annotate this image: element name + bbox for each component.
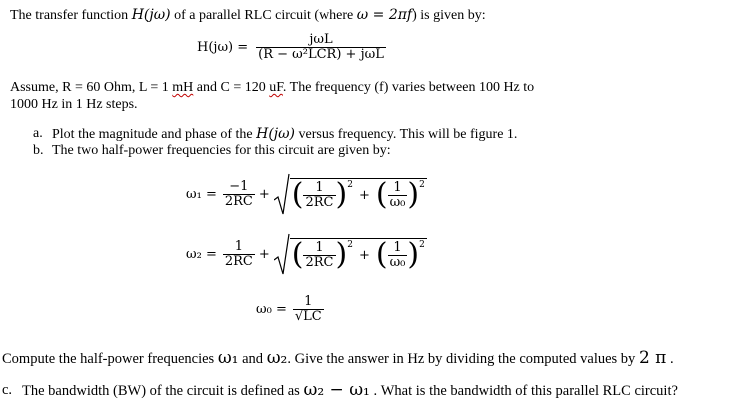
assume-line-1 (10, 80, 534, 96)
w1-inner-fraction (303, 181, 335, 210)
sqrt-symbol-icon (274, 232, 290, 276)
assume-text-1: Assume, R = 60 Ohm, L = 1 (10, 80, 173, 95)
compute-and: and (238, 351, 267, 367)
w2-num: 1 (234, 238, 243, 254)
w2-plus-2: + (358, 247, 370, 263)
w2-w0-fraction (388, 241, 408, 270)
w1-plus: + (258, 186, 270, 202)
w2-exp-2: 2 (419, 240, 425, 250)
eq-h-denominator: (R − ω²LCR) + jωL (258, 47, 384, 62)
w1-den: 2RC (224, 193, 253, 209)
omega2-symbol: ω₂ (266, 348, 288, 368)
assume-text-3: . The frequency (f) varies between 100 Hz to (282, 80, 535, 95)
w2-inner-fraction (303, 241, 335, 270)
uf-unit: uF (269, 80, 283, 95)
w1-sqrt (274, 172, 427, 216)
item-a-label: a. (33, 126, 43, 141)
transfer-function-equation (197, 33, 386, 62)
omega1-symbol: ω₁ (217, 348, 239, 368)
item-b-text: The two half-power frequencies for this circuit are given by: (52, 143, 391, 158)
item-c-text-1: The bandwidth (BW) of the circuit is defined as (22, 383, 304, 399)
item-a-text-1: Plot the magnitude and phase of the (52, 127, 257, 142)
w1-inner-den: 2RC (305, 194, 334, 210)
compute-text-2: . Give the answer in Hz by dividing the computed values by (287, 351, 639, 367)
assume-text-2: and C = 120 (193, 80, 270, 95)
intro-text-2: of a parallel RLC circuit (where (170, 8, 357, 23)
item-c-text (22, 382, 678, 399)
w0-den: √LC (294, 309, 322, 324)
w1-w0-num: 1 (393, 179, 402, 195)
omega1-equation (186, 172, 427, 216)
intro-text-3: ) is given by: (412, 8, 486, 23)
omega0-equation (256, 295, 324, 324)
w1-exp-1: 2 (347, 180, 353, 190)
w0-num: 1 (304, 294, 313, 309)
h-jw-symbol: H(jω) (131, 7, 171, 23)
item-c-text-2: . What is the bandwidth of this parallel RLC circuit? (369, 383, 678, 399)
w0-lhs: ω₀ = (256, 302, 287, 317)
w1-exp-2: 2 (419, 180, 425, 190)
w2-den: 2RC (224, 253, 253, 269)
w1-fraction (223, 180, 255, 209)
item-a-text (52, 126, 517, 143)
w1-w0-fraction (388, 181, 408, 210)
mh-unit: mH (172, 80, 194, 95)
w2-w0-num: 1 (393, 239, 402, 255)
bandwidth-expression: ω₂ − ω₁ (303, 380, 370, 400)
w2-radicand: ( $\frac{1}{2RC}$ ) $^2$ + ( $\frac{1}{\text{ω₀}}$ ) $^2$ (291, 237, 425, 272)
item-b-label: b. (33, 143, 44, 158)
compute-line (2, 350, 674, 367)
compute-end: . (666, 351, 674, 367)
eq-h-numerator: jωL (309, 32, 333, 47)
w2-exp-1: 2 (347, 240, 353, 250)
item-a-text-2: versus frequency. This will be figure 1. (295, 127, 518, 142)
w2-fraction (223, 240, 255, 269)
h-jw-symbol-2: H(jω) (256, 126, 296, 142)
w1-inner-num: 1 (315, 179, 324, 195)
w1-plus-2: + (358, 187, 370, 203)
w2-sqrt (274, 232, 427, 276)
w1-num: −1 (229, 178, 249, 194)
two-pi-symbol: 2 π (638, 348, 667, 368)
compute-text-1: Compute the half-power frequencies (2, 351, 218, 367)
eq-h-fraction (256, 33, 386, 62)
w2-w0-den: ω₀ (389, 254, 406, 270)
item-c-label: c. (2, 382, 13, 398)
assume-line-2: 1000 Hz in 1 Hz steps. (10, 97, 138, 112)
intro-line (10, 7, 486, 24)
omega-definition: ω = 2πf (356, 7, 413, 23)
omega2-equation (186, 232, 427, 276)
w1-radicand: ( $\frac{1}{2RC}$ ) $^2$ + ( $\frac{1}{\text{ω₀}}$ ) $^2$ (291, 177, 425, 212)
w1-lhs: ω₁ = (186, 186, 217, 202)
w2-inner-den: 2RC (305, 254, 334, 270)
sqrt-symbol-icon (274, 172, 290, 216)
w0-fraction (293, 295, 324, 324)
w2-inner-num: 1 (315, 239, 324, 255)
w2-lhs: ω₂ = (186, 246, 217, 262)
w2-plus: + (258, 246, 270, 262)
intro-text: The transfer function (10, 8, 132, 23)
eq-h-lhs: H(jω) = (197, 40, 249, 55)
w1-w0-den: ω₀ (389, 194, 406, 210)
